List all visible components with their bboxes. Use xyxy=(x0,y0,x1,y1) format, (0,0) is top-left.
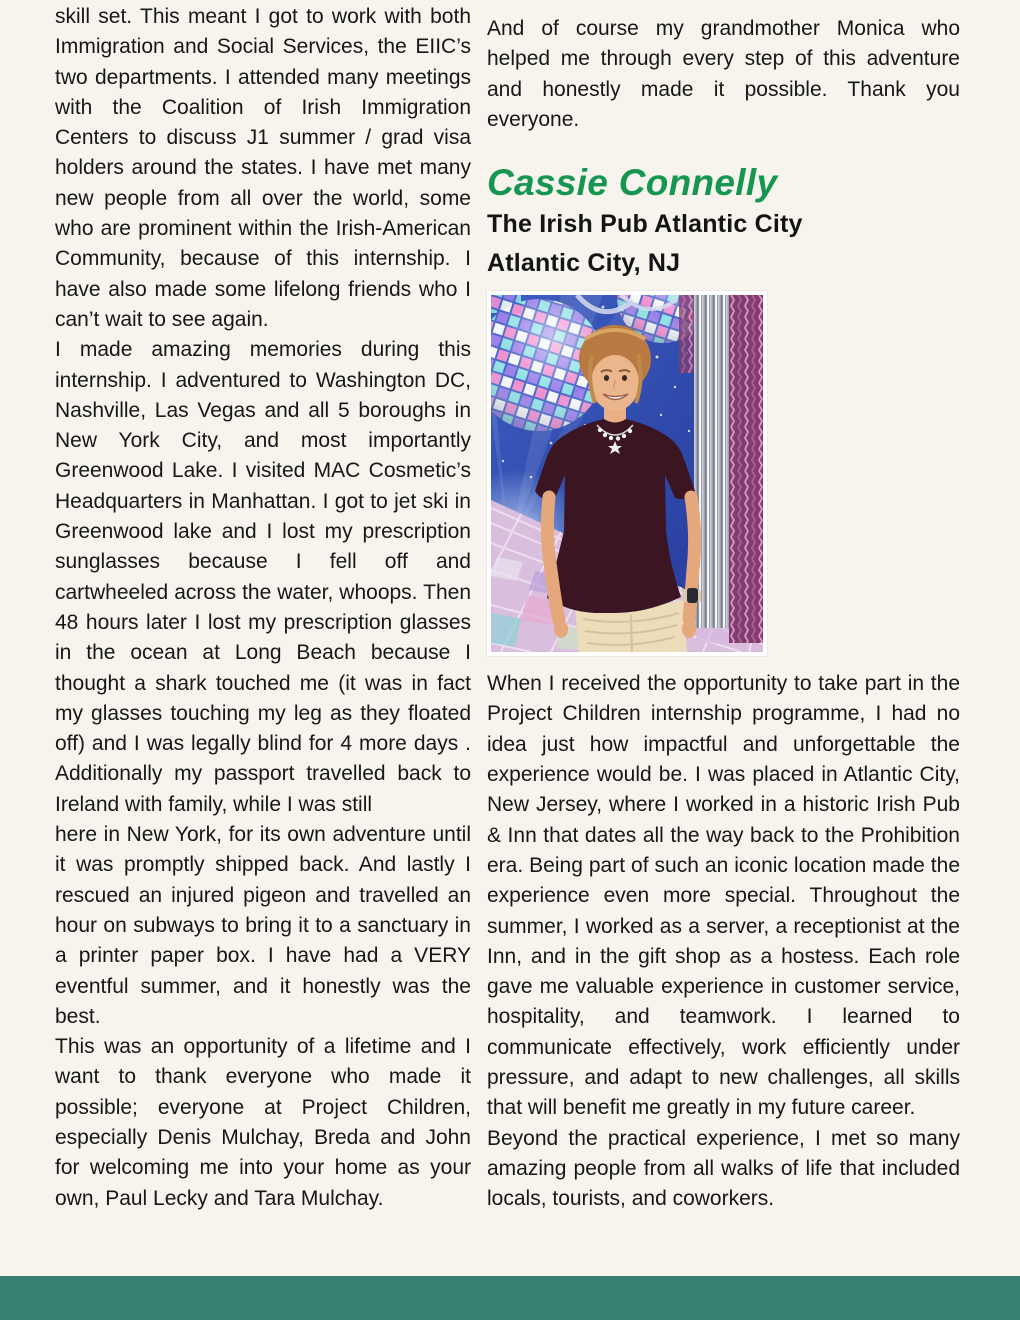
left-hand xyxy=(554,620,568,638)
profile-photo-graphic xyxy=(491,295,763,652)
corner-decoration xyxy=(491,295,521,313)
body-paragraph: This was an opportunity of a lifetime and I want to thank everyone who made it possible; everyone at Project Children, especially Denis Mulchay, Breda and John for welcoming me into your home as your own, Paul Lecky and Tara Mulchay. xyxy=(55,1035,471,1210)
body-paragraph: Beyond the practical experience, I met so many amazing people from all walks of life that included locals, tourists, and coworkers. xyxy=(487,1126,960,1211)
profile-photo xyxy=(487,291,767,656)
footer-bar xyxy=(0,1276,1020,1320)
left-column xyxy=(55,0,471,1215)
tinsel-curtain xyxy=(694,295,730,628)
body-paragraph: here in New York, for its own adventure until it was promptly shipped back. And lastly I rescued an injured pigeon and travelled an hour on subways to bring it to a sanctuary in a printer paper box. I have had a VERY eventful summer, and it honestly was the best. xyxy=(55,823,471,1028)
wrist-watch xyxy=(683,588,701,603)
body-paragraph: I made amazing memories during this internship. I adventured to Washington DC, Nashville, Las Vegas and all 5 boroughs in New York City, and most importantly Greenwood Lake. I visited MAC Cosmetic’s Headquarters in Manhattan. I got to jet ski in Greenwood lake and I lost my prescription sunglasses because I fell off and cartwheeled across the water, whoops. Then 48 hours later I lost my prescription glasses in the ocean at Long Beach because I thought a shark touched me (it was in fact my glasses touching my leg as they floated off) and I was legally blind for 4 more days . Additionally my passport travelled back to Ireland with family, while I was still xyxy=(55,338,471,816)
pink-streamer-strip xyxy=(679,295,694,373)
pink-streamers xyxy=(729,295,763,643)
right-column xyxy=(487,0,960,1215)
body-paragraph: And of course my grandmother Monica who helped me through every step of this adventure and honestly made it possible. Thank you everyone. xyxy=(487,17,960,131)
right-hand xyxy=(682,620,696,638)
body-paragraph: When I received the opportunity to take part in the Project Children internship programme, I had no idea just how impactful and unforgettable the experience would be. I was placed in Atlantic City, New Jersey, where I worked in a historic Irish Pub & Inn that dates all the way back to the Prohibition era. Being part of such an iconic location made the experience even more special. Throughout the summer, I worked as a server, a receptionist at the Inn, and in the gift shop as a hostess. Each role gave me valuable experience in customer service, hospitality, and teamwork. I learned to communicate effectively, work efficiently under pressure, and adapt to new challenges, all skills that will benefit me greatly in my future career. xyxy=(487,672,960,1120)
profile-name-heading: Cassie Connelly xyxy=(487,162,778,204)
body-paragraph: skill set. This meant I got to work with both Immigration and Social Services, the EIIC’s two departments. I attended many meetings with the Coalition of Irish Immigration Centers to discuss J1 summer / grad visa holders around the states. I have met many new people from all over the world, some who are prominent within the Irish-American Community, because of this internship. I have also made some lifelong friends who I can’t wait to see again. xyxy=(55,5,471,331)
profile-location: Atlantic City, NJ xyxy=(487,249,681,278)
profile-business: The Irish Pub Atlantic City xyxy=(487,210,803,239)
